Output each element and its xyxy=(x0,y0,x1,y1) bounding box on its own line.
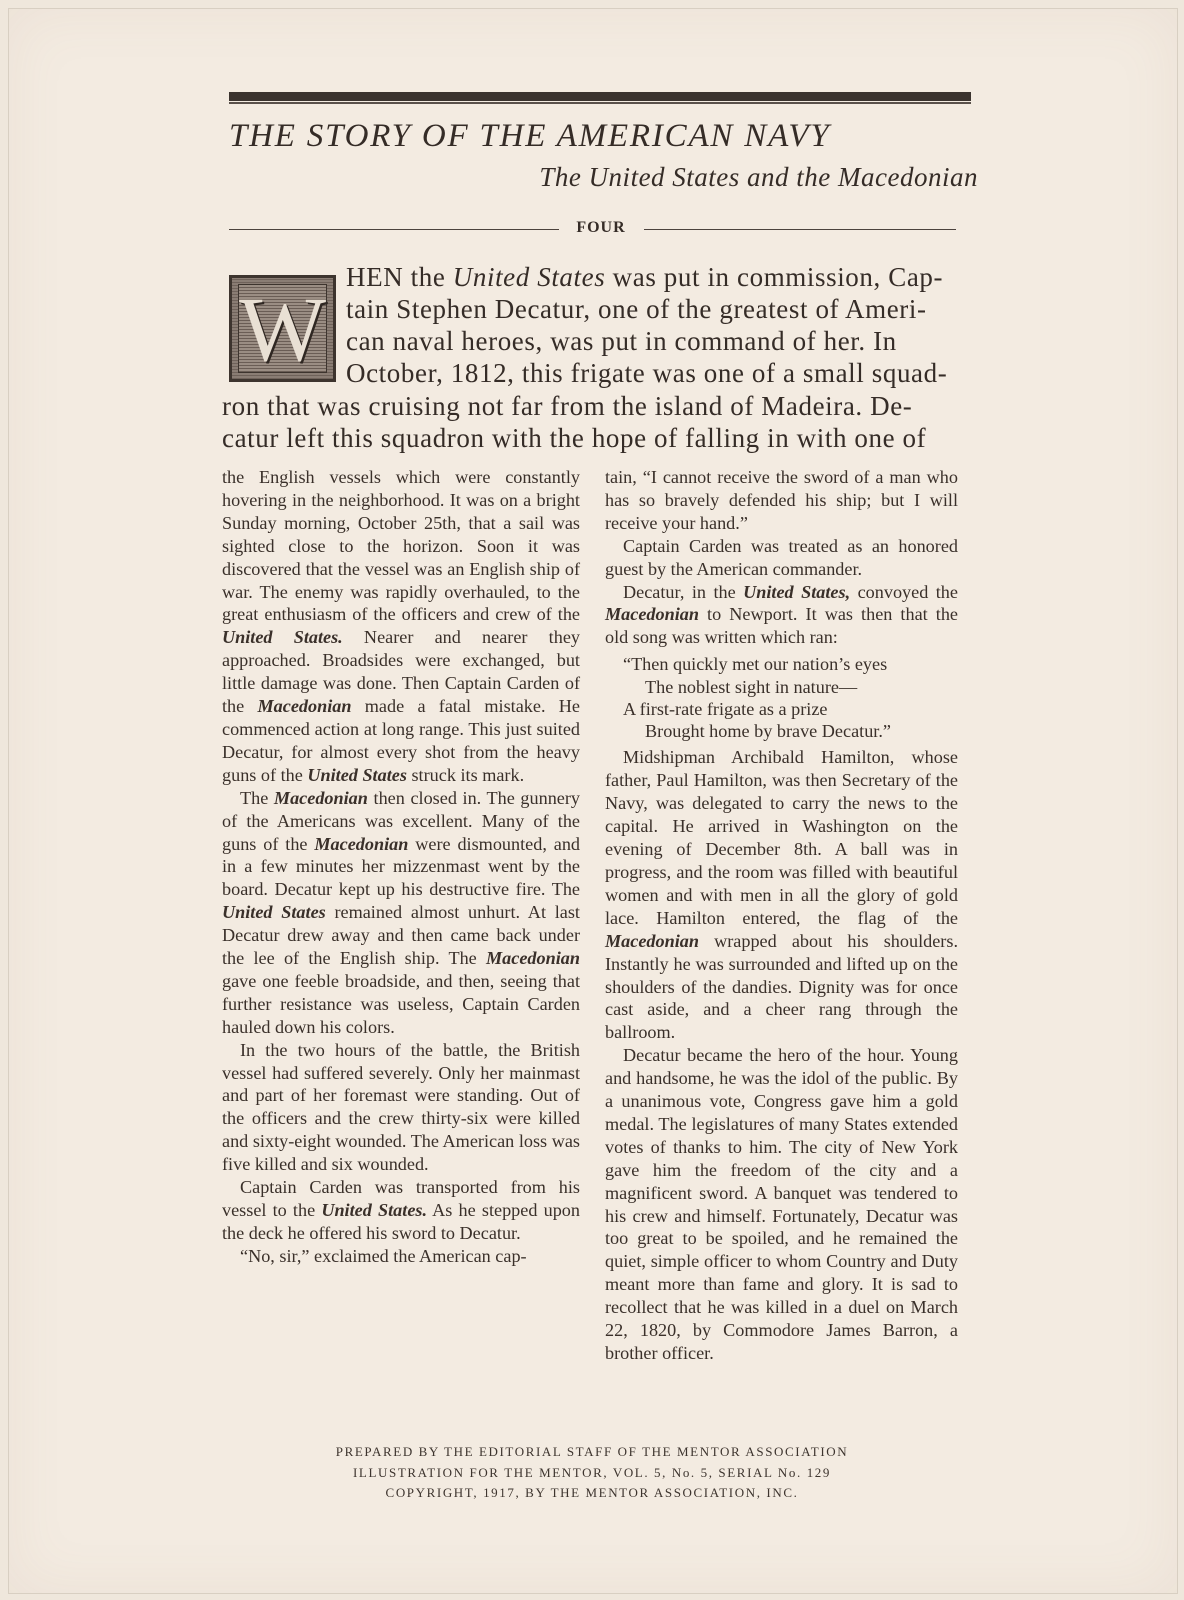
lead-line-1: HEN the United States was put in commission, Cap- xyxy=(346,262,944,292)
paragraph: Decatur, in the United States, convoyed the Macedonian to Newport. It was then that the old song was written which ran: xyxy=(605,581,958,648)
paragraph: the English vessels which were constantly hovering in the neighborhood. It was on a bright Sunday morning, October 25th, that a sail was sighted close to the horizon. Soon it was discovered that the vessel was an English ship of war. The enemy was rapidly overhauled, to the great enthusiasm of the officers and crew of the United States. Nearer and nearer they approached. Broadsides were exchanged, but little damage was done. Then Captain Carden of the Macedonian made a fatal mistake. He commenced action at long range. This just suited Decatur, for almost every shot from the heavy guns of the United States struck its mark. xyxy=(222,467,580,785)
drop-cap-ornament xyxy=(229,275,336,382)
paragraph: “No, sir,” exclaimed the American cap- xyxy=(240,1245,527,1266)
section-divider-left xyxy=(229,229,559,230)
paragraph: Midshipman Archibald Hamilton, whose father, Paul Hamilton, was then Secretary of the Navy, was delegated to carry the news to the capital. He arrived in Washington on the evening of December 8th. A ball was in progress, and the room was filled with beautiful women and with men in all the glory of gold lace. Hamilton entered, the flag of the Macedonian wrapped about his shoulders. Instantly he was surrounded and lifted up on the shoulders of the dandies. Dignity was for once cast aside, and a cheer rang through the ballroom. xyxy=(605,747,958,1043)
section-divider-right xyxy=(644,229,956,230)
paragraph: The Macedonian then closed in. The gunnery of the Americans was excellent. Many of the guns of the Macedonian were dismounted, and in a few minutes her mizzenmast went by the board. Decatur kept up his destructive fire. The United States remained almost unhurt. At last Decatur drew away and then came back under the lee of the English ship. The Macedonian gave one feeble broadside, and then, seeing that further resistance was useless, Captain Carden hauled down his colors. xyxy=(222,787,581,1037)
series-title: THE STORY OF THE AMERICAN NAVY xyxy=(229,118,831,154)
footer-copyright: COPYRIGHT, 1917, BY THE MENTOR ASSOCIATION, INC. xyxy=(385,1485,799,1500)
section-number: FOUR xyxy=(576,219,626,236)
verse-line: Brought home by brave Decatur.” xyxy=(645,721,891,742)
left-column xyxy=(222,466,580,1268)
verse-line: A first-rate frigate as a prize xyxy=(623,698,828,719)
page-sheet xyxy=(8,8,1178,1594)
article-subtitle: The United States and the Macedonian xyxy=(539,162,978,192)
paragraph: Captain Carden was transported from his vessel to the United States. As he stepped upon the deck he offered his sword to Decatur. xyxy=(222,1177,580,1243)
right-column xyxy=(605,466,958,1365)
paragraph: In the two hours of the battle, the British vessel had suffered severely. Only her mainmast and part of her foremast were standing. Out of the officers and the crew thirty-six were killed and sixty-eight wounded. The American loss was five killed and six wounded. xyxy=(222,1039,580,1175)
lead-line-6: catur left this squadron with the hope of falling in with one of xyxy=(222,423,927,453)
verse-line: “Then quickly met our nation’s eyes xyxy=(623,654,888,675)
lead-line-3: can naval heroes, was put in command of her. In xyxy=(346,326,897,356)
footer-serial: ILLUSTRATION FOR THE MENTOR, VOL. 5, No. 5, SERIAL No. 129 xyxy=(353,1465,831,1480)
drop-cap-letter: W xyxy=(239,277,326,380)
paragraph: Decatur became the hero of the hour. Young and handsome, he was the idol of the public. By a unanimous vote, Congress gave him a gold medal. The legislatures of many States extended votes of thanks to him. The city of New York gave him the freedom of the city and a magnificent sword. A banquet was tendered to his crew and himself. Fortunately, Decatur was too great to be spoiled, and he remained the quiet, simple officer to whom Country and Duty meant more than fame and glory. It is sad to recollect that he was killed in a duel on March 22, 1820, by Commodore James Barron, a brother officer. xyxy=(605,1045,958,1363)
top-rule xyxy=(229,92,971,101)
lead-line-5: ron that was cruising not far from the island of Madeira. De- xyxy=(222,391,913,421)
verse-line: The noblest sight in nature— xyxy=(645,676,858,697)
lead-line-4: October, 1812, this frigate was one of a small squad- xyxy=(346,358,948,388)
paragraph: Captain Carden was treated as an honored guest by the American commander. xyxy=(605,535,958,579)
footer-credit: PREPARED BY THE EDITORIAL STAFF OF THE MENTOR ASSOCIATION xyxy=(335,1444,849,1459)
lead-line-2: tain Stephen Decatur, one of the greatest of Ameri- xyxy=(346,294,927,324)
paragraph: tain, “I cannot receive the sword of a man who has so bravely defended his ship; but I will receive your hand.” xyxy=(605,467,958,533)
song-verse xyxy=(623,653,958,742)
